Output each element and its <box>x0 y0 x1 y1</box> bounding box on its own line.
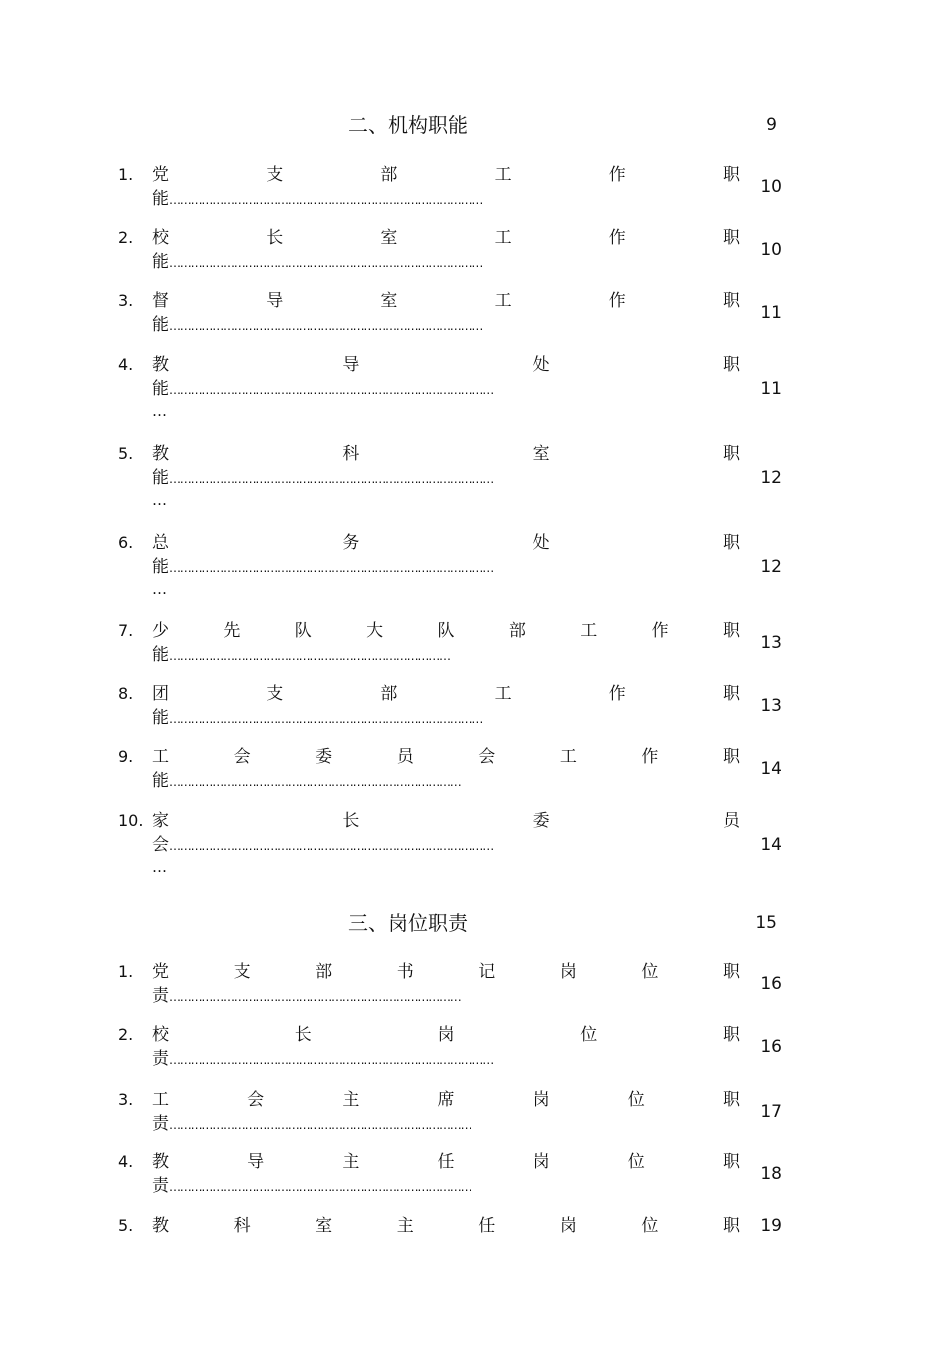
entry-tail-char: 责 <box>152 1049 169 1069</box>
entry-title-char: 长 <box>342 811 360 831</box>
entry-title-char: 位 <box>641 1216 659 1236</box>
entry-number: 5. <box>118 1216 134 1235</box>
entry-title-tail <box>152 985 461 1007</box>
entry-title-line <box>152 290 740 312</box>
entry-title-char: 部 <box>508 621 526 641</box>
entry-title-line <box>152 443 740 465</box>
entry-title-char: 导 <box>342 355 360 375</box>
entry-tail-char: 能 <box>152 252 169 272</box>
entry-page-number: 18 <box>760 1164 782 1184</box>
entry-title-char: 书 <box>396 962 414 982</box>
entry-title-char: 作 <box>608 228 626 248</box>
entry-tail-char: 责 <box>152 986 169 1006</box>
entry-title-char: 职 <box>722 165 740 185</box>
entry-title-tail <box>152 1048 493 1070</box>
entry-page-number: 13 <box>760 633 782 653</box>
toc-entry[interactable] <box>118 1151 782 1197</box>
entry-title-line <box>152 532 740 554</box>
dot-leader: …………………………………………………………………………… <box>169 319 483 333</box>
entry-title-char: 作 <box>641 747 659 767</box>
entry-title-char: 教 <box>152 1152 169 1172</box>
entry-title-char: 队 <box>294 621 312 641</box>
entry-title-char: 处 <box>532 533 550 553</box>
entry-title-char: 主 <box>342 1090 360 1110</box>
entry-title-line <box>152 1089 740 1111</box>
entry-page-number: 12 <box>760 468 782 488</box>
dot-leader-continuation: … <box>152 580 168 598</box>
entry-title-char: 作 <box>608 684 626 704</box>
entry-title-char: 室 <box>380 228 398 248</box>
entry-title-char: 工 <box>559 747 577 767</box>
dot-leader: …………………………………………………………………………… <box>169 712 483 726</box>
entry-title-char: 队 <box>437 621 455 641</box>
dot-leader: ……………………………………………………………………………… <box>169 383 494 397</box>
dot-leader: ……………………………………………………………………… <box>169 775 461 789</box>
toc-entry[interactable] <box>118 443 782 512</box>
section-heading <box>118 112 782 138</box>
entry-title-char: 职 <box>722 684 740 704</box>
entry-title-char: 位 <box>580 1025 598 1045</box>
entry-tail-char: 能 <box>152 468 169 488</box>
entry-title-char: 职 <box>723 621 740 641</box>
toc-entry[interactable] <box>118 620 782 666</box>
entry-title-line <box>152 354 740 376</box>
entry-title-char: 科 <box>342 444 360 464</box>
entry-page-number: 14 <box>760 835 782 855</box>
entry-title-line <box>152 1151 740 1173</box>
entry-title-char: 委 <box>315 747 333 767</box>
entry-title-tail <box>152 467 493 489</box>
entry-title-char: 位 <box>627 1152 645 1172</box>
entry-title-char: 导 <box>247 1152 265 1172</box>
entry-title-char: 部 <box>380 165 398 185</box>
entry-title-tail <box>152 1113 471 1135</box>
entry-title-char: 岗 <box>559 962 577 982</box>
entry-title-char: 员 <box>396 747 414 767</box>
entry-title-char: 作 <box>608 165 626 185</box>
entry-title-char: 室 <box>380 291 398 311</box>
entry-title-char: 部 <box>315 962 333 982</box>
entry-title-line <box>152 227 740 249</box>
dot-leader: …………………………………………………………………………… <box>169 193 483 207</box>
entry-title-char: 工 <box>580 621 598 641</box>
entry-title-char: 少 <box>152 621 169 641</box>
entry-title-char: 校 <box>152 228 169 248</box>
entry-title-line <box>152 164 740 186</box>
dot-leader: ………………………………………………………………………… <box>169 1118 472 1132</box>
entry-title-tail <box>152 556 493 578</box>
entry-title-char: 工 <box>494 165 512 185</box>
entry-title-char: 职 <box>722 355 740 375</box>
entry-title-char: 岗 <box>532 1152 550 1172</box>
section-title-text: 二、机构职能 <box>348 113 468 137</box>
dot-leader: ……………………………………………………………………… <box>169 990 461 1004</box>
entry-title-char: 团 <box>152 684 169 704</box>
entry-title-char: 职 <box>723 1025 740 1045</box>
entry-title-char: 教 <box>152 1216 169 1236</box>
entry-title-char: 导 <box>266 291 284 311</box>
entry-number: 8. <box>118 684 134 703</box>
entry-title-tail <box>152 251 482 273</box>
entry-title-char: 主 <box>396 1216 414 1236</box>
dot-leader: ……………………………………………………………………………… <box>169 472 494 486</box>
entry-title-line <box>152 746 740 768</box>
entry-title-char: 作 <box>651 621 669 641</box>
entry-page-number: 10 <box>760 177 782 197</box>
entry-number: 4. <box>118 1152 134 1171</box>
entry-tail-char: 能 <box>152 189 169 209</box>
dot-leader: ……………………………………………………………………………… <box>169 839 494 853</box>
entry-title-char: 作 <box>608 291 626 311</box>
entry-number: 3. <box>118 1090 134 1109</box>
entry-title-char: 位 <box>627 1090 645 1110</box>
dot-leader-continuation: … <box>152 402 168 420</box>
entry-title-char: 工 <box>494 684 512 704</box>
entry-title-char: 工 <box>494 291 512 311</box>
entry-title-char: 记 <box>478 962 496 982</box>
entry-title-char: 职 <box>722 1090 740 1110</box>
entry-tail-char: 责 <box>152 1114 169 1134</box>
toc-entry[interactable] <box>118 1215 782 1238</box>
dot-leader: …………………………………………………………………… <box>169 649 450 663</box>
entry-title-char: 职 <box>722 228 740 248</box>
entry-number: 7. <box>118 621 134 640</box>
entry-title-char: 支 <box>266 165 284 185</box>
entry-tail-char: 能 <box>152 645 169 665</box>
entry-title-line <box>152 620 740 642</box>
entry-title-char: 会 <box>247 1090 265 1110</box>
entry-page-number: 11 <box>760 379 782 399</box>
dot-leader: ………………………………………………………………………… <box>169 1180 472 1194</box>
entry-title-tail <box>152 1175 471 1197</box>
entry-title-char: 职 <box>722 444 740 464</box>
entry-title-char: 先 <box>223 621 241 641</box>
entry-number: 1. <box>118 165 134 184</box>
entry-tail-char: 能 <box>152 315 169 335</box>
entry-title-char: 教 <box>152 355 169 375</box>
entry-number: 3. <box>118 291 134 310</box>
entry-title-char: 席 <box>437 1090 455 1110</box>
entry-title-char: 室 <box>315 1216 333 1236</box>
entry-page-number: 16 <box>760 974 782 994</box>
entry-number: 5. <box>118 444 134 463</box>
entry-title-tail <box>152 770 461 792</box>
entry-tail-char: 能 <box>152 708 169 728</box>
entry-number: 4. <box>118 355 134 374</box>
dot-leader-continuation: … <box>152 858 168 876</box>
entry-tail-char: 能 <box>152 557 169 577</box>
entry-title-char: 长 <box>266 228 284 248</box>
entry-tail-char: 能 <box>152 379 169 399</box>
toc-entry[interactable] <box>118 961 782 1007</box>
entry-title-tail <box>152 707 482 729</box>
entry-number: 2. <box>118 1025 134 1044</box>
toc-entry[interactable] <box>118 227 782 273</box>
entry-number: 2. <box>118 228 134 247</box>
entry-title-line <box>152 961 740 983</box>
entry-title-char: 岗 <box>559 1216 577 1236</box>
toc-entry[interactable] <box>118 532 782 601</box>
entry-page-number: 12 <box>760 557 782 577</box>
entry-title-char: 主 <box>342 1152 360 1172</box>
entry-title-char: 会 <box>478 747 496 767</box>
entry-title-tail <box>152 834 493 856</box>
entry-title-char: 工 <box>494 228 512 248</box>
dot-leader: …………………………………………………………………………… <box>169 256 483 270</box>
entry-page-number: 13 <box>760 696 782 716</box>
entry-title-char: 支 <box>266 684 284 704</box>
entry-title-tail <box>152 378 493 400</box>
entry-page-number: 14 <box>760 759 782 779</box>
entry-title-char: 部 <box>380 684 398 704</box>
entry-title-char: 工 <box>152 1090 169 1110</box>
entry-title-char: 长 <box>294 1025 312 1045</box>
entry-title-char: 岗 <box>437 1025 455 1045</box>
entry-title-char: 工 <box>152 747 169 767</box>
entry-title-char: 岗 <box>532 1090 550 1110</box>
dot-leader-continuation: … <box>152 491 168 509</box>
section-title-text: 三、岗位职责 <box>348 911 468 935</box>
entry-title-char: 职 <box>722 962 740 982</box>
entry-title-char: 支 <box>233 962 251 982</box>
entry-title-char: 总 <box>152 533 169 553</box>
entry-title-char: 大 <box>366 621 384 641</box>
toc-entry[interactable] <box>118 354 782 423</box>
entry-title-char: 处 <box>532 355 550 375</box>
entry-title-tail <box>152 314 482 336</box>
entry-tail-char: 能 <box>152 771 169 791</box>
entry-title-char: 会 <box>233 747 251 767</box>
entry-tail-char: 责 <box>152 1176 169 1196</box>
entry-title-char: 室 <box>532 444 550 464</box>
entry-title-char: 职 <box>722 1152 740 1172</box>
entry-title-char: 校 <box>152 1025 169 1045</box>
entry-title-tail <box>152 188 482 210</box>
entry-number: 6. <box>118 533 134 552</box>
entry-title-char: 任 <box>437 1152 455 1172</box>
entry-tail-char: 会 <box>152 835 169 855</box>
entry-title-char: 党 <box>152 165 169 185</box>
entry-title-char: 位 <box>641 962 659 982</box>
entry-title-tail <box>152 644 450 666</box>
section-page-number: 15 <box>755 913 777 933</box>
entry-title-line <box>152 1024 740 1046</box>
entry-page-number: 17 <box>760 1102 782 1122</box>
toc-entry[interactable] <box>118 164 782 210</box>
toc-entry[interactable] <box>118 290 782 336</box>
entry-page-number: 16 <box>760 1037 782 1057</box>
entry-page-number: 11 <box>760 303 782 323</box>
entry-title-char: 家 <box>152 811 169 831</box>
section-page-number: 9 <box>766 115 777 135</box>
entry-title-line <box>152 810 740 832</box>
toc-entry[interactable] <box>118 810 782 879</box>
entry-title-char: 职 <box>722 533 740 553</box>
section-heading <box>118 910 782 936</box>
entry-page-number: 19 <box>760 1216 782 1236</box>
entry-title-char: 委 <box>532 811 550 831</box>
entry-number: 9. <box>118 747 134 766</box>
entry-title-char: 职 <box>722 291 740 311</box>
entry-number: 1. <box>118 962 134 981</box>
entry-title-line <box>152 1215 740 1237</box>
dot-leader: ……………………………………………………………………………… <box>169 561 494 575</box>
toc-entry[interactable] <box>118 1089 782 1135</box>
dot-leader: ……………………………………………………………………………… <box>169 1053 494 1067</box>
entry-title-char: 科 <box>233 1216 251 1236</box>
entry-title-char: 职 <box>722 1216 740 1236</box>
entry-title-char: 任 <box>478 1216 496 1236</box>
toc-entry[interactable] <box>118 683 782 729</box>
entry-title-char: 党 <box>152 962 169 982</box>
entry-title-char: 督 <box>152 291 169 311</box>
entry-title-char: 教 <box>152 444 169 464</box>
entry-title-line <box>152 683 740 705</box>
entry-title-char: 职 <box>722 747 740 767</box>
toc-entry[interactable] <box>118 1024 782 1070</box>
entry-number: 10. <box>118 811 144 830</box>
entry-page-number: 10 <box>760 240 782 260</box>
entry-title-char: 务 <box>342 533 360 553</box>
entry-title-char: 员 <box>722 811 740 831</box>
toc-entry[interactable] <box>118 746 782 792</box>
